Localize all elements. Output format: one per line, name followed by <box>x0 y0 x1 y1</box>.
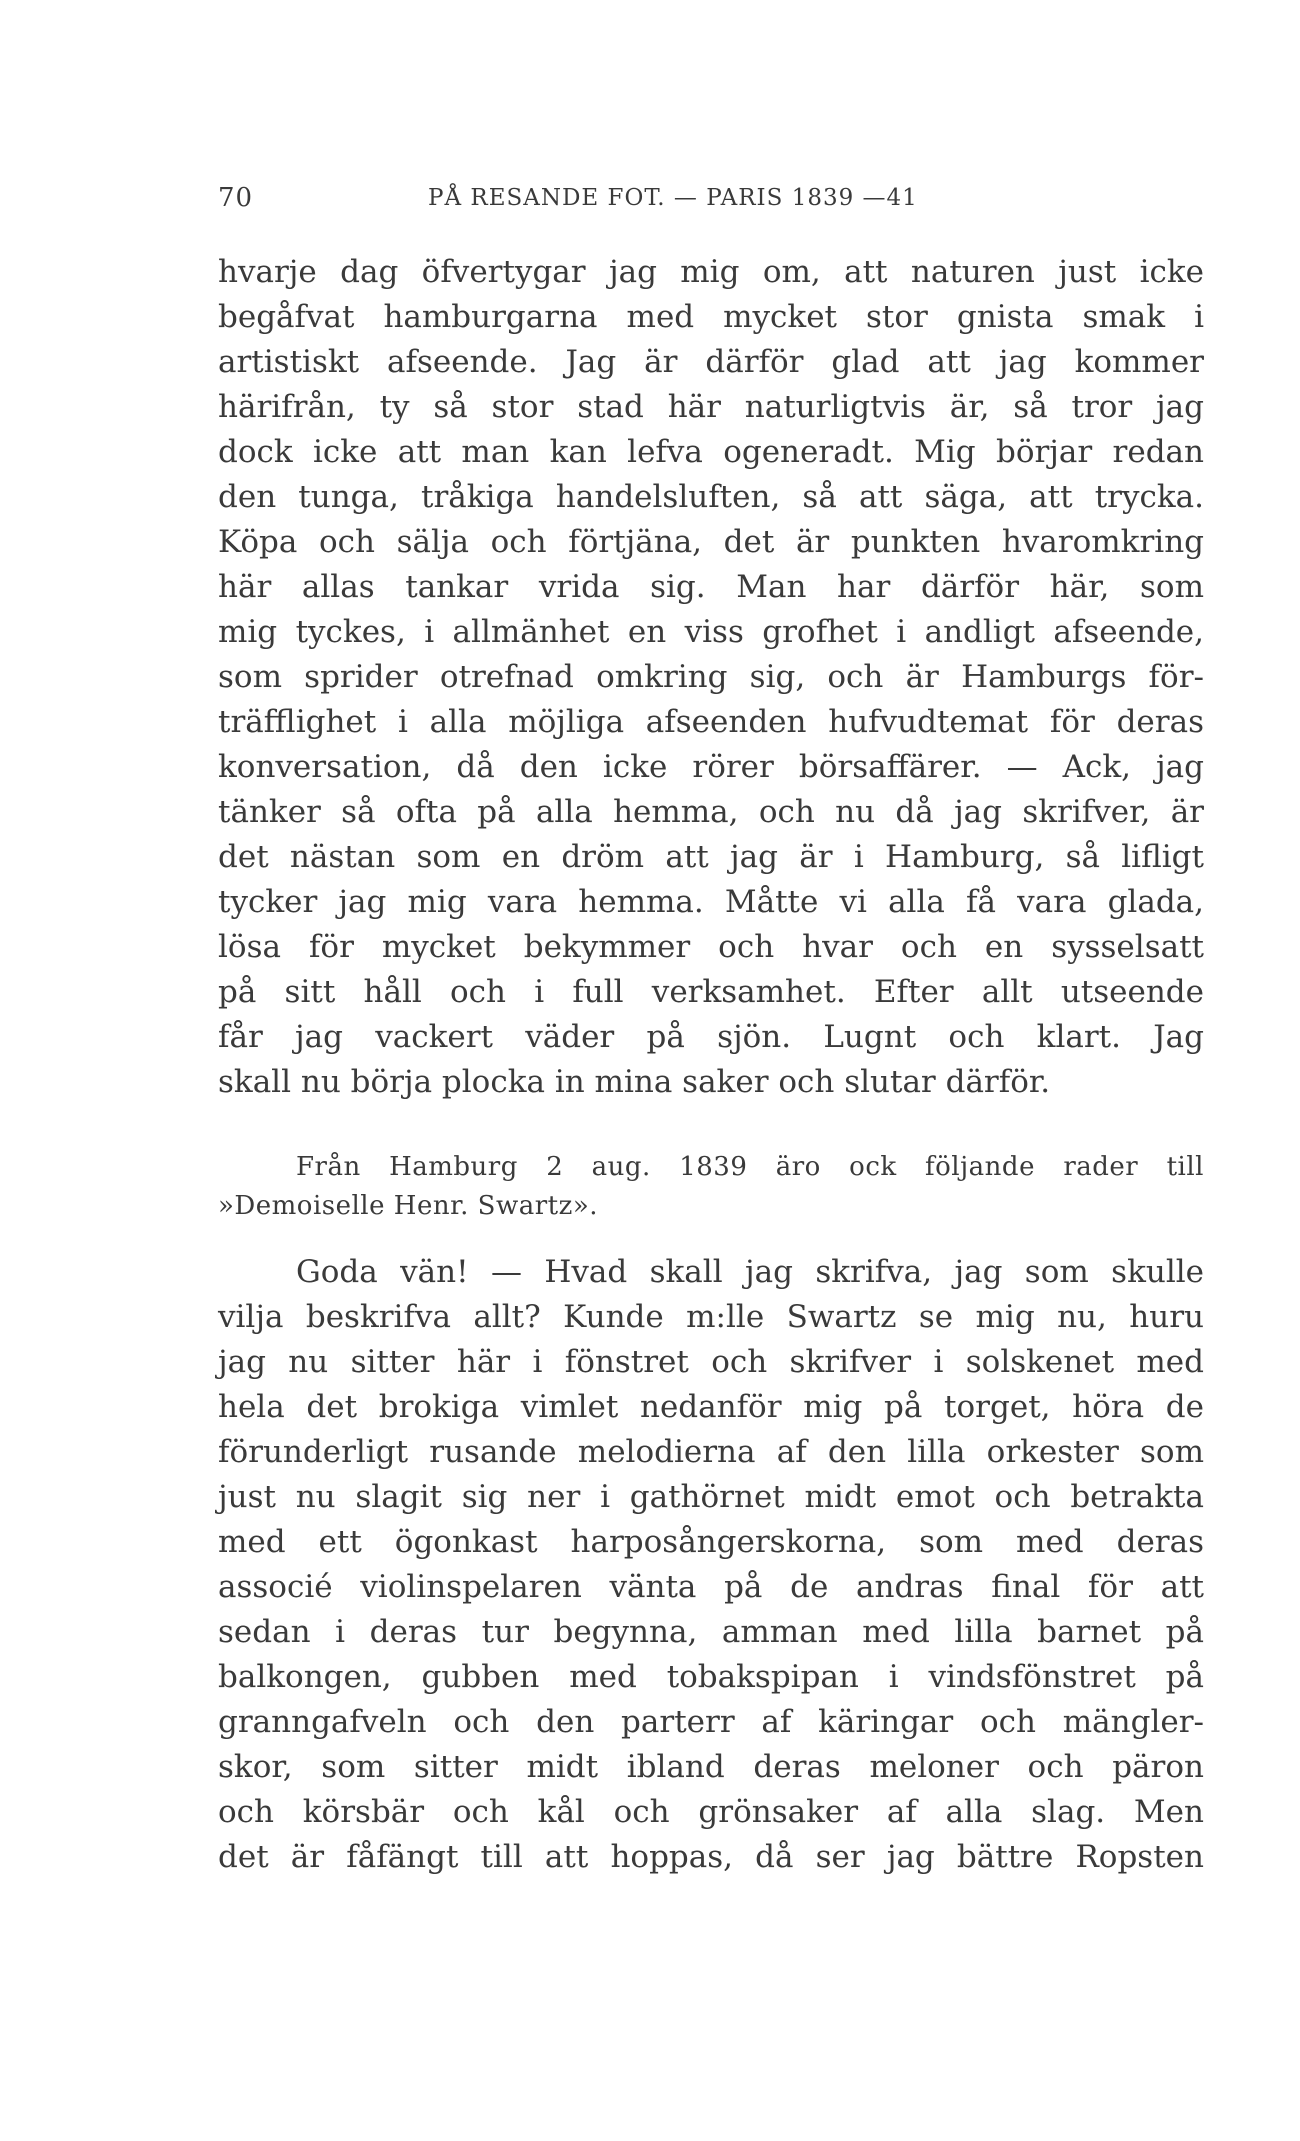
text-line: och körsbär och kål och grönsaker af alla slag. Men <box>218 1794 1204 1830</box>
text-line: det är fåfängt till att hoppas, då ser jag bättre Ropsten <box>218 1839 1204 1875</box>
text-line: associé violinspelaren vänta på de andras final för att <box>218 1569 1204 1605</box>
running-title: PÅ RESANDE FOT. — PARIS 1839 —41 <box>428 185 918 211</box>
editorial-note <box>218 1148 1204 1226</box>
page-number: 70 <box>218 183 254 213</box>
text-line: Köpa och sälja och förtjäna, det är punkten hvaromkring <box>218 524 1204 560</box>
text-line: hela det brokiga vimlet nedanför mig på torget, höra de <box>218 1389 1204 1425</box>
text-line: jag nu sitter här i fönstret och skrifver i solskenet med <box>218 1344 1204 1380</box>
paragraph-2 <box>218 1250 1204 1880</box>
text-line: träfflighet i alla möjliga afseenden hufvudtemat för deras <box>218 704 1204 740</box>
text-line: här allas tankar vrida sig. Man har därför här, som <box>218 569 1204 605</box>
note-line: Från Hamburg 2 aug. 1839 äro ock följande rader till <box>296 1152 1204 1182</box>
paragraph-1 <box>218 250 1204 1105</box>
text-line: balkongen, gubben med tobakspipan i vindsfönstret på <box>218 1659 1204 1695</box>
text-line: skall nu börja plocka in mina saker och slutar därför. <box>218 1064 1051 1100</box>
text-line: det nästan som en dröm att jag är i Hamburg, så lifligt <box>218 839 1204 875</box>
text-line: tänker så ofta på alla hemma, och nu då jag skrifver, är <box>218 794 1204 830</box>
text-line: granngafveln och den parterr af käringar och mängler- <box>218 1704 1204 1740</box>
text-line: sedan i deras tur begynna, amman med lilla barnet på <box>218 1614 1204 1650</box>
text-line: härifrån, ty så stor stad här naturligtvis är, så tror jag <box>218 389 1204 425</box>
text-line: konversation, då den icke rörer börsaffärer. — Ack, jag <box>218 749 1204 785</box>
text-line: på sitt håll och i full verksamhet. Efter allt utseende <box>218 974 1204 1010</box>
text-line: med ett ögonkast harposångerskorna, som med deras <box>218 1524 1204 1560</box>
text-line: lösa för mycket bekymmer och hvar och en sysselsatt <box>218 929 1204 965</box>
text-line: vilja beskrifva allt? Kunde m:lle Swartz se mig nu, huru <box>218 1299 1204 1335</box>
text-line: tycker jag mig vara hemma. Måtte vi alla få vara glada, <box>218 884 1204 920</box>
text-line: just nu slagit sig ner i gathörnet midt emot och betrakta <box>218 1479 1204 1515</box>
text-line: förunderligt rusande melodierna af den lilla orkester som <box>218 1434 1204 1470</box>
text-line: begåfvat hamburgarna med mycket stor gnista smak i <box>218 299 1204 335</box>
text-line: artistiskt afseende. Jag är därför glad att jag kommer <box>218 344 1204 380</box>
text-line: Goda vän! — Hvad skall jag skrifva, jag som skulle <box>296 1254 1204 1290</box>
text-line: som sprider otrefnad omkring sig, och är Hamburgs för- <box>218 659 1204 695</box>
text-line: mig tyckes, i allmänhet en viss grofhet i andligt afseende, <box>218 614 1204 650</box>
text-line: skor, som sitter midt ibland deras meloner och päron <box>218 1749 1204 1785</box>
text-line: den tunga, tråkiga handelsluften, så att säga, att trycka. <box>218 479 1204 515</box>
text-line: hvarje dag öfvertygar jag mig om, att naturen just icke <box>218 254 1204 290</box>
text-line: får jag vackert väder på sjön. Lugnt och klart. Jag <box>218 1019 1204 1055</box>
note-line: »Demoiselle Henr. Swartz». <box>218 1191 598 1221</box>
page-header <box>218 183 988 217</box>
text-line: dock icke att man kan lefva ogeneradt. Mig börjar redan <box>218 434 1204 470</box>
